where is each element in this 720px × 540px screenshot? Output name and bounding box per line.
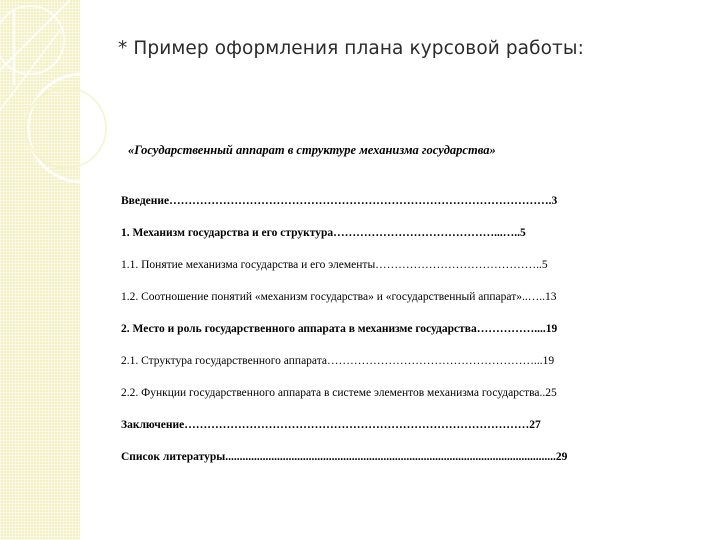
- coursework-topic: «Государственный аппарат в структуре механизма государства»: [128, 143, 496, 157]
- toc-entry-chapter-1: 1. Механизм государства и его структура……………………………………...…..5: [121, 227, 526, 239]
- decor-circle-large: [28, 74, 136, 182]
- toc-entry-chapter-2: 2. Место и роль государственного аппарата в механизме государства……………....19: [121, 323, 558, 335]
- decor-circle-inner: [26, 88, 106, 168]
- toc-entry-conclusion: Заключение………………………………………………………………………………27: [121, 419, 541, 431]
- toc-entry-references: Список литературы...................................................................................................................29: [121, 451, 568, 463]
- slide-title: [118, 38, 584, 59]
- decorative-arcs: [0, 0, 170, 200]
- toc-entry-introduction: Введение……………………………………………………………………………………….3: [121, 195, 558, 207]
- toc-entry-section-2-1: 2.1. Структура государственного аппарата………………………………………………...19: [121, 355, 555, 367]
- toc-entry-section-1-2: 1.2. Соотношение понятий «механизм государства» и «государственный аппарат»..…..13: [121, 291, 557, 303]
- toc-entry-section-2-2: 2.2. Функции государственного аппарата в системе элементов механизма государства..25: [121, 387, 557, 399]
- title-bullet: *: [118, 38, 128, 59]
- title-text: Пример оформления плана курсовой работы:: [133, 38, 584, 59]
- toc-entry-section-1-1: 1.1. Понятие механизма государства и его элементы……………………………………..5: [121, 259, 548, 271]
- decor-line-diagonal: [0, 0, 70, 70]
- decor-line-diagonal-2: [0, 30, 60, 110]
